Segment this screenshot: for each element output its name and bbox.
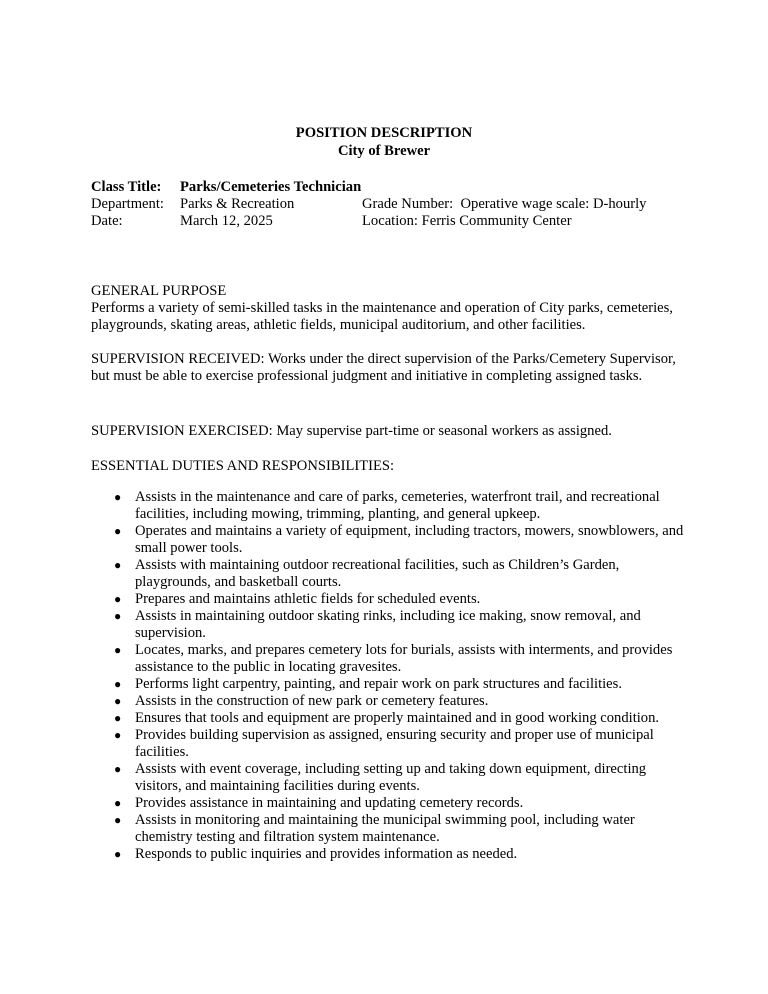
duty-item: [91, 676, 691, 693]
grade-value: Operative wage scale: D-hourly: [460, 196, 647, 212]
location-field: [362, 213, 572, 230]
document-subtitle: City of Brewer: [337, 143, 431, 159]
duties-heading: ESSENTIAL DUTIES AND RESPONSIBILITIES:: [91, 458, 395, 474]
class-title-row: [91, 179, 691, 196]
duty-item: [91, 795, 691, 812]
duty-text: Operates and maintains a variety of equipment, including tractors, mowers, snowblowers, and small power tools.: [135, 523, 684, 556]
duty-item: [91, 761, 691, 795]
duty-text: Assists in the construction of new park or cemetery features.: [135, 693, 489, 709]
duty-item: [91, 693, 691, 710]
general-purpose-section: [91, 283, 691, 334]
duty-item: [91, 812, 691, 846]
duty-item: [91, 846, 691, 863]
date-value: March 12, 2025: [180, 213, 273, 229]
location-label: Location:: [362, 213, 418, 229]
duty-text: Responds to public inquiries and provides information as needed.: [135, 846, 518, 862]
duty-text: Ensures that tools and equipment are properly maintained and in good working condition.: [135, 710, 660, 726]
duty-text: Provides building supervision as assigned, ensuring security and proper use of municipal facilities.: [135, 727, 654, 760]
duty-text: Locates, marks, and prepares cemetery lots for burials, assists with interments, and provides assistance to the public in locating gravesites.: [135, 642, 673, 675]
bullet-icon: ●: [114, 524, 122, 538]
duty-item: [91, 523, 691, 557]
duty-text: Assists with maintaining outdoor recreational facilities, such as Children’s Garden, playgrounds, and basketball courts.: [135, 557, 620, 590]
duty-item: [91, 710, 691, 727]
bullet-icon: ●: [114, 813, 122, 827]
duty-item: [91, 591, 691, 608]
bullet-icon: ●: [114, 677, 122, 691]
grade-label: Grade Number:: [362, 196, 454, 212]
duty-text: Assists in monitoring and maintaining the municipal swimming pool, including water chemistry testing and filtration system maintenance.: [135, 812, 635, 845]
bullet-icon: ●: [114, 609, 122, 623]
duty-text: Assists with event coverage, including setting up and taking down equipment, directing visitors, and maintaining facilities during events.: [135, 761, 647, 794]
bullet-icon: ●: [114, 558, 122, 572]
supervision-received-paragraph: SUPERVISION RECEIVED: Works under the direct supervision of the Parks/Cemetery Supervisor, but must be able to exercise professional judgment and initiative in completing assigned tasks.: [91, 351, 676, 384]
department-value: Parks & Recreation: [180, 196, 295, 212]
duty-text: Assists in the maintenance and care of parks, cemeteries, waterfront trail, and recreational facilities, including mowing, trimming, planting, and general upkeep.: [135, 489, 660, 522]
bullet-icon: ●: [114, 643, 122, 657]
department-row: [91, 196, 691, 213]
duty-item: [91, 489, 691, 523]
duty-item: [91, 608, 691, 642]
general-purpose-heading: GENERAL PURPOSE: [91, 283, 227, 299]
bullet-icon: ●: [114, 490, 122, 504]
class-title-value: Parks/Cemeteries Technician: [180, 179, 362, 195]
class-title-label: Class Title:: [91, 179, 162, 195]
bullet-icon: ●: [114, 728, 122, 742]
duty-text: Provides assistance in maintaining and updating cemetery records.: [135, 795, 524, 811]
department-label: Department:: [91, 196, 164, 212]
grade-field: [362, 196, 646, 213]
bullet-icon: ●: [114, 592, 122, 606]
bullet-icon: ●: [114, 711, 122, 725]
bullet-icon: ●: [114, 762, 122, 776]
date-label: Date:: [91, 213, 123, 229]
supervision-exercised-paragraph: SUPERVISION EXERCISED: May supervise part-time or seasonal workers as assigned.: [91, 423, 612, 439]
duty-item: [91, 727, 691, 761]
duties-list: [91, 489, 691, 863]
duty-text: Assists in maintaining outdoor skating rinks, including ice making, snow removal, and supervision.: [135, 608, 641, 641]
bullet-icon: ●: [114, 847, 122, 861]
bullet-icon: ●: [114, 796, 122, 810]
location-value: Ferris Community Center: [421, 213, 572, 229]
duty-item: [91, 642, 691, 676]
date-row: [91, 213, 691, 230]
duty-item: [91, 557, 691, 591]
duty-text: Performs light carpentry, painting, and repair work on park structures and facilities.: [135, 676, 622, 692]
duty-text: Prepares and maintains athletic fields for scheduled events.: [135, 591, 481, 607]
document-title: POSITION DESCRIPTION: [295, 125, 473, 141]
bullet-icon: ●: [114, 694, 122, 708]
general-purpose-text: Performs a variety of semi-skilled tasks in the maintenance and operation of City parks, cemeteries, playgrounds, skating areas, athletic fields, municipal auditorium, and other facilities.: [91, 300, 673, 333]
